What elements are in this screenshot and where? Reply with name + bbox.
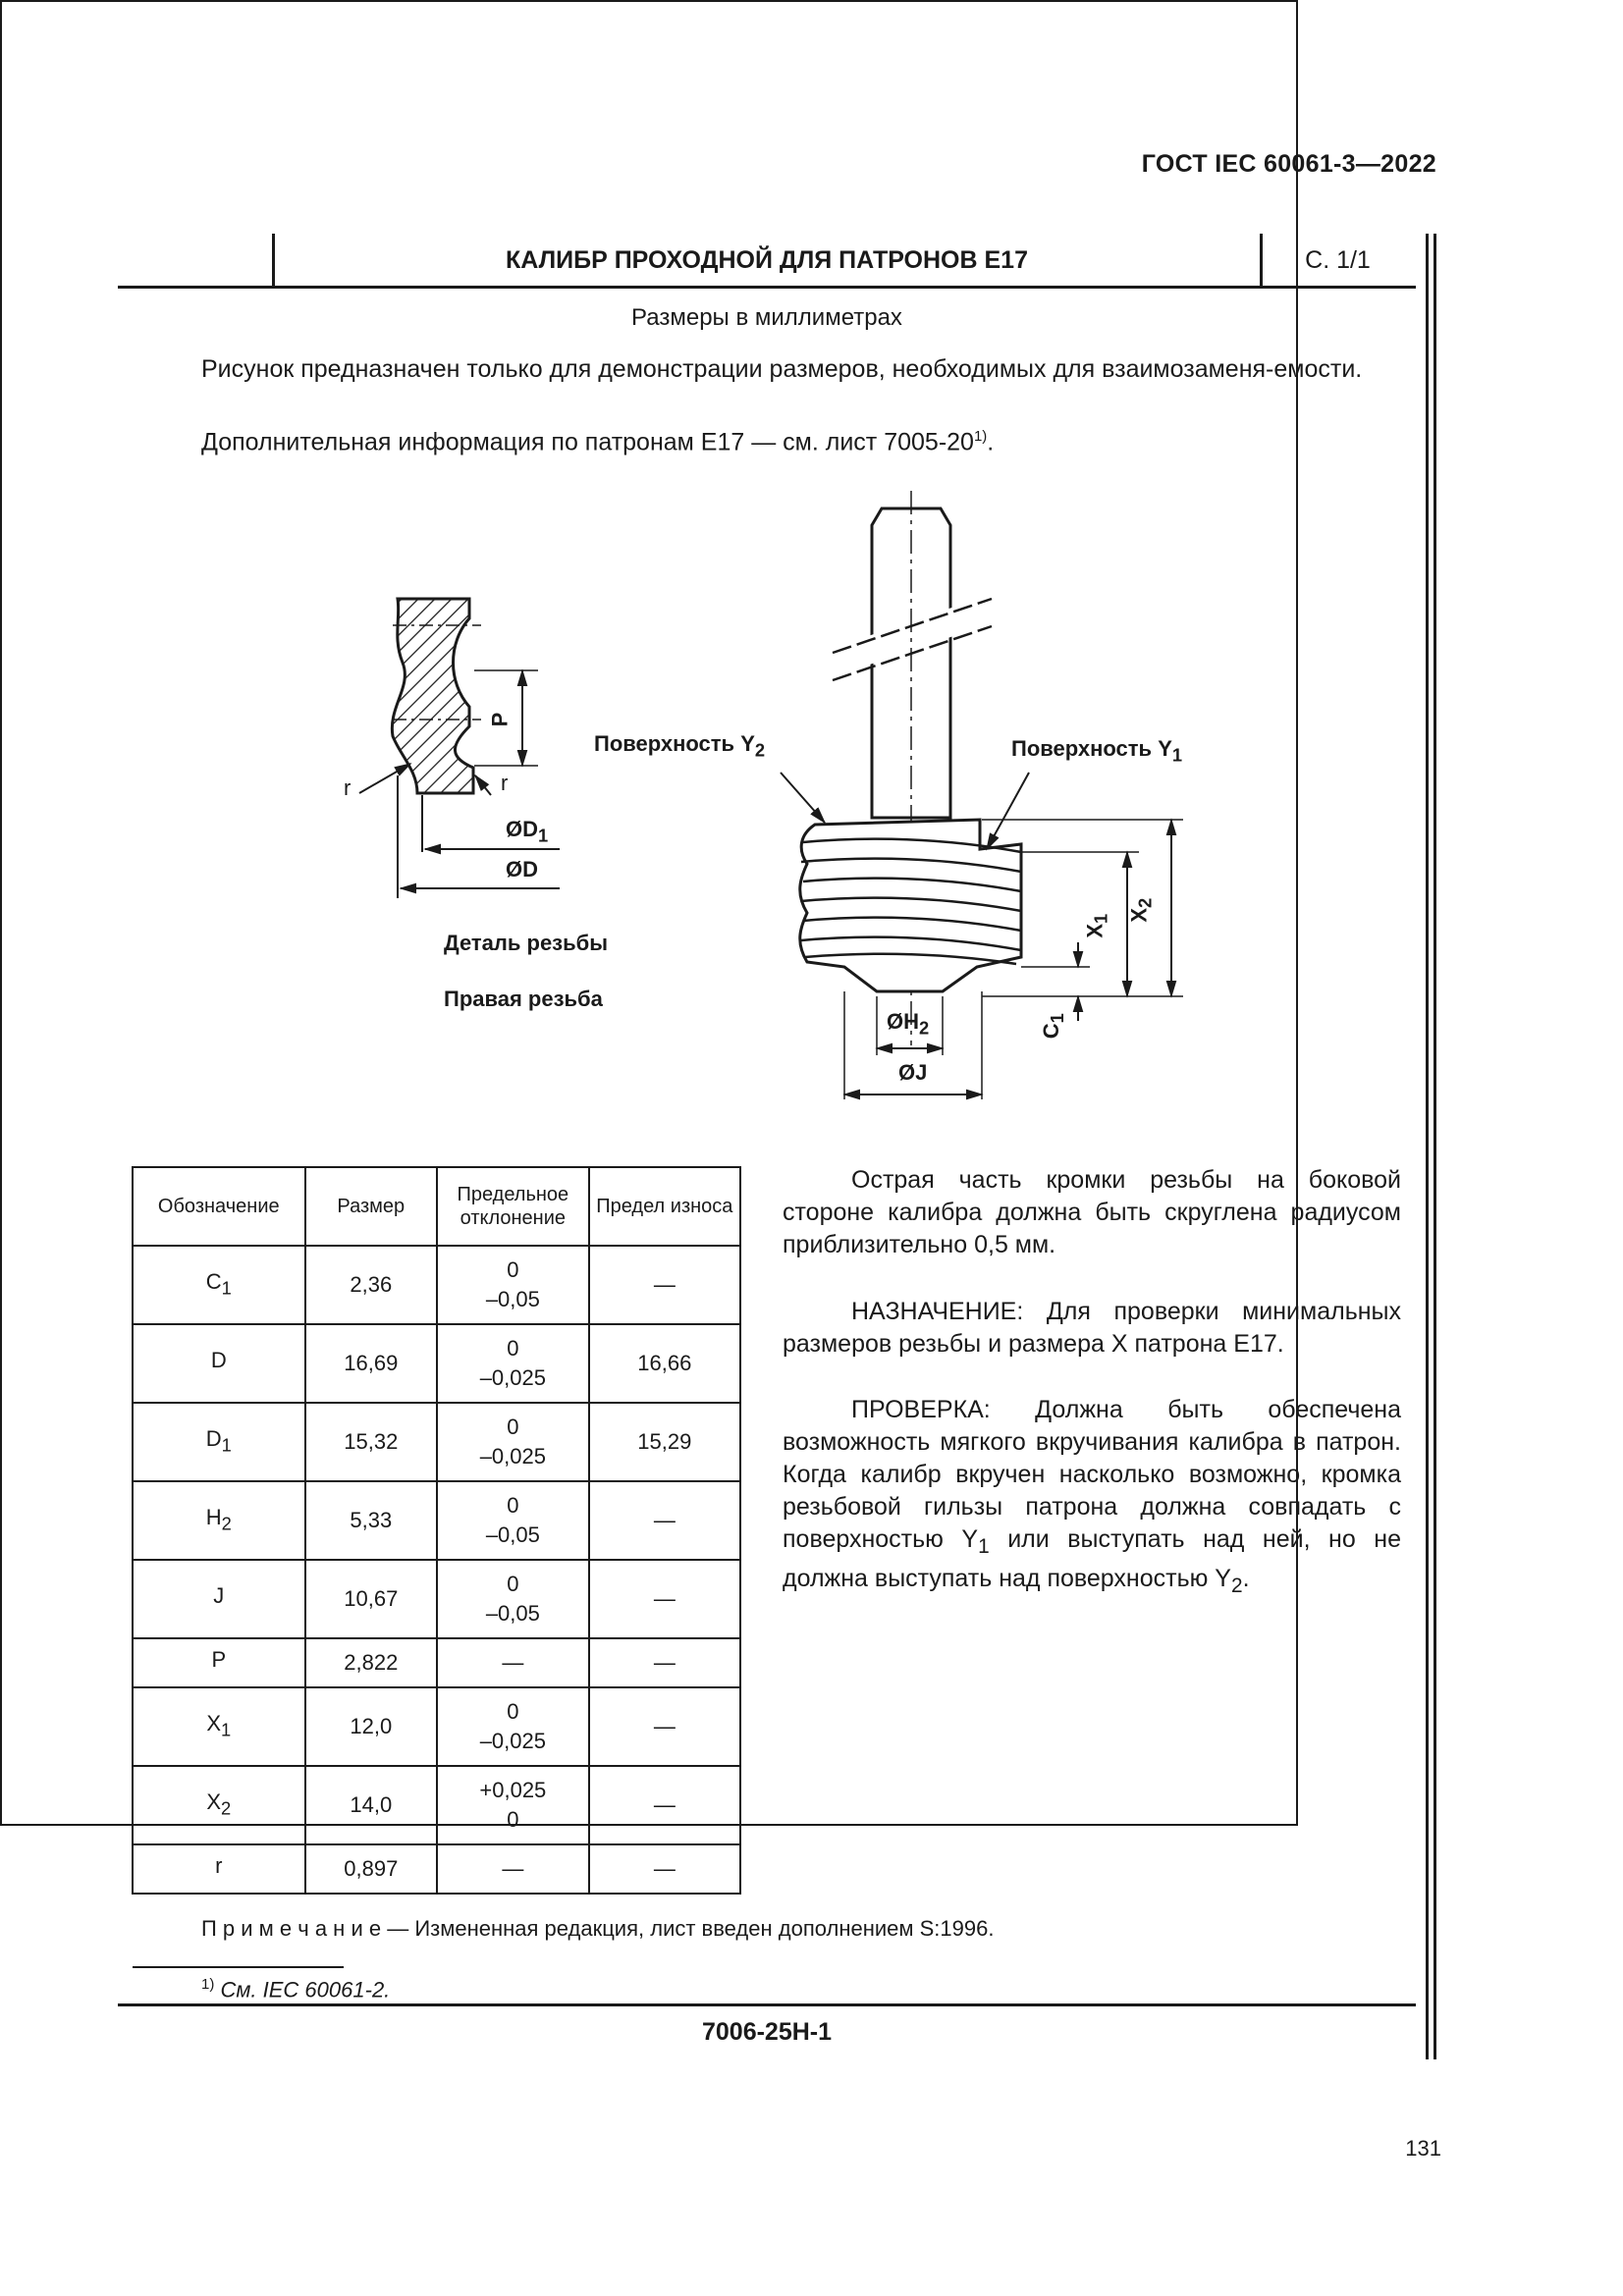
label-d: ØD [506,857,538,881]
gauge-body [781,491,1183,1099]
page-number: 131 [1405,2136,1441,2161]
table-header-row [133,1167,740,1246]
cell-designation: P [133,1638,305,1687]
cell-size: 0,897 [305,1844,437,1894]
note-rounding: Острая часть кромки резьбы на боковой стороне калибра должна быть скруглена радиусом приблизительно 0,5 мм. [783,1166,1401,1258]
cell-deviation: 0 –0,05 [437,1481,589,1560]
label-j: ØJ [898,1060,928,1085]
purpose-text: НАЗНАЧЕНИЕ: Для проверки минимальных размеров резьбы и размера X патрона Е17. [783,1298,1401,1358]
footnote: $^{1)}$ См. IEC 60061-2. [201,1976,391,2002]
cell-size: 2,36 [305,1246,437,1324]
label-x1: $X_1$ [1082,913,1111,938]
dimensions-table [132,1166,741,1895]
cell-wear: 15,29 [589,1403,740,1481]
cell-deviation: — [437,1638,589,1687]
intro-paragraph: Рисунок предназначен только для демонстрации размеров, необходимых для взаимозаменя-емости. [201,355,1363,383]
cell-size: 16,69 [305,1324,437,1403]
table-row [133,1638,740,1687]
footnote-divider [133,1966,344,1968]
cell-size: 5,33 [305,1481,437,1560]
cell-deviation: 0 –0,025 [437,1687,589,1766]
cell-designation: D [133,1324,305,1403]
label-x2: $X_2$ [1126,897,1156,923]
cell-size: 15,32 [305,1403,437,1481]
note: П р и м е ч а н и е — Измененная редакция, лист введен дополнением S:1996. [201,1916,995,1941]
cell-designation: $D_1$ [133,1403,305,1481]
label-surface-y2: Поверхность $Y_2$ [594,731,766,761]
header-wear: Предел износа [589,1167,740,1246]
cell-deviation: 0 –0,025 [437,1403,589,1481]
table-row [133,1687,740,1766]
cell-size: 12,0 [305,1687,437,1766]
cell-deviation: 0 –0,05 [437,1560,589,1638]
table-row [133,1766,740,1844]
label-d1: $ØD_1$ [506,817,549,846]
footnote-ref[interactable]: 1) [973,428,988,445]
label-surface-y1: Поверхность $Y_1$ [1011,736,1183,766]
sheet-code: 7006-25H-1 [701,2018,833,2046]
thread-detail-section [359,599,560,898]
header-deviation: Предельное отклонение [437,1167,589,1246]
table-row [133,1560,740,1638]
label-c1: $C_1$ [1038,1013,1068,1040]
table-row [133,1246,740,1324]
intro-reference: Дополнительная информация по патронам Е17 — см. лист 7005-20$^{1)}$. [201,428,995,456]
units-note: Размеры в миллиметрах [631,304,902,331]
cell-designation: $C_1$ [133,1246,305,1324]
cell-wear: — [589,1844,740,1894]
check-text: ПРОВЕРКА: Должна быть обеспечена возможность мягкого вкручивания калибра в патрон. Когда калибр вкручен насколько возможно, кромка резьбовой гильзы патрона должна совпадать с поверхностью $Y_1$ или выступать над ней, но не должна выступать над поверхностью $Y_2$. [783,1396,1401,1597]
table-row [133,1481,740,1560]
cell-designation: r [133,1844,305,1894]
table-row [133,1403,740,1481]
cell-size: 10,67 [305,1560,437,1638]
cell-designation: $H_2$ [133,1481,305,1560]
cell-wear: — [589,1560,740,1638]
label-h2: $ØH_2$ [887,1009,930,1039]
cell-wear: — [589,1687,740,1766]
sheet-page: С. 1/1 [1305,246,1371,274]
table-row [133,1324,740,1403]
cell-wear: — [589,1766,740,1844]
cell-wear: — [589,1638,740,1687]
cell-designation: $X_2$ [133,1766,305,1844]
header-designation: Обозначение [133,1167,305,1246]
cell-size: 14,0 [305,1766,437,1844]
cell-wear: — [589,1246,740,1324]
standard-number: ГОСТ IEC 60061-3—2022 [1141,150,1436,178]
cell-deviation: 0 –0,05 [437,1246,589,1324]
cell-wear: — [589,1481,740,1560]
cell-deviation: 0 –0,025 [437,1324,589,1403]
cell-wear: 16,66 [589,1324,740,1403]
cell-size: 2,822 [305,1638,437,1687]
label-r-right: r [501,771,509,795]
thread-caption: Правая резьба [444,987,603,1011]
label-p: P [487,712,513,727]
cell-designation: J [133,1560,305,1638]
table-row [133,1844,740,1894]
header-size: Размер [305,1167,437,1246]
cell-deviation: +0,025 0 [437,1766,589,1844]
detail-caption: Деталь резьбы [444,931,609,955]
cell-deviation: — [437,1844,589,1894]
sheet-title: КАЛИБР ПРОХОДНОЙ ДЛЯ ПАТРОНОВ Е17 [506,246,1028,274]
cell-designation: $X_1$ [133,1687,305,1766]
label-r-left: r [344,775,352,800]
